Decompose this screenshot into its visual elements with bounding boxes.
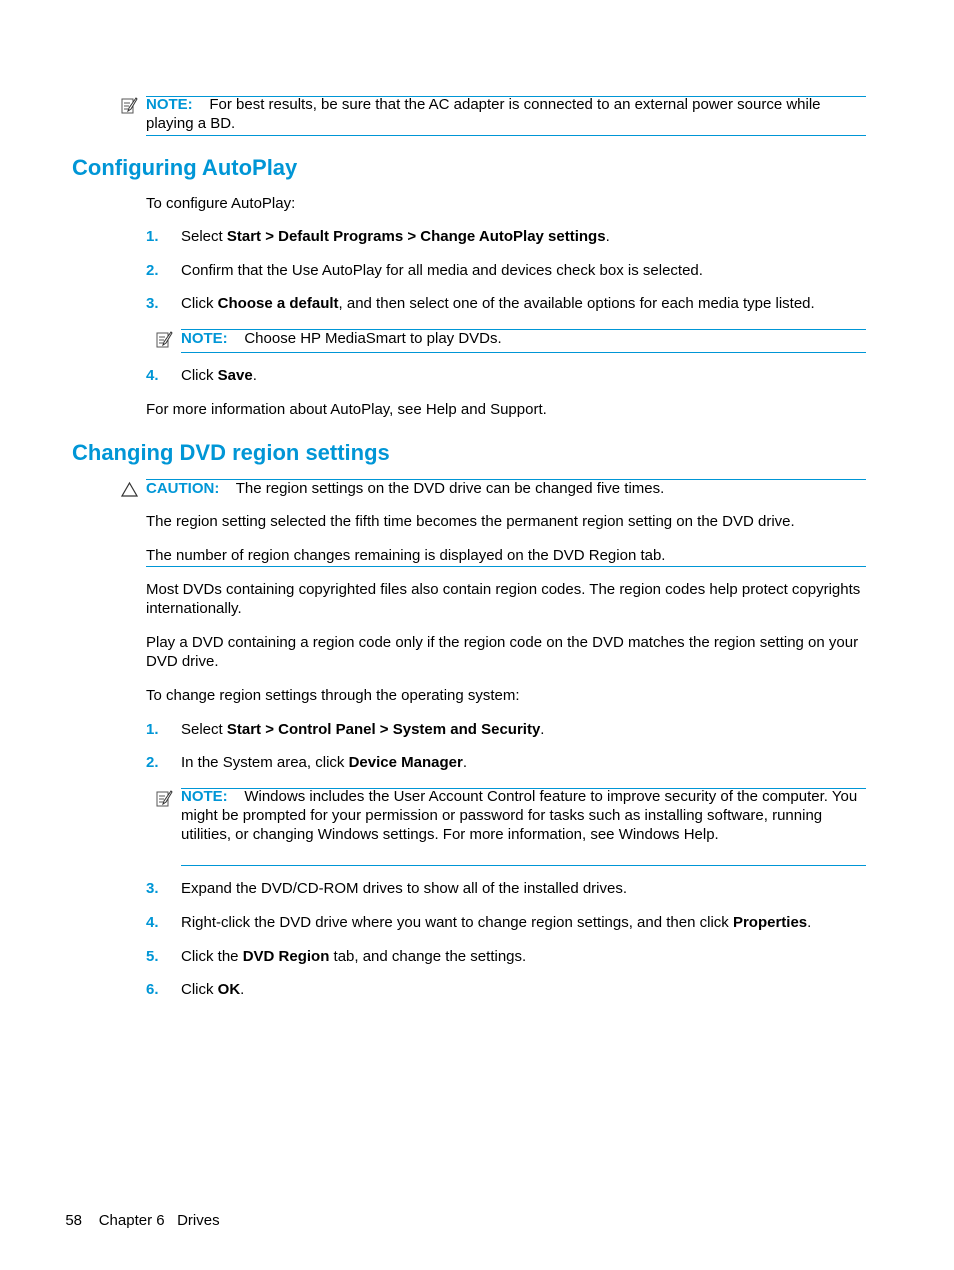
paragraph: Play a DVD containing a region code only if the region code on the DVD matches the region setting on your DVD drive. — [146, 634, 859, 670]
step-number: 3. — [146, 880, 159, 897]
step-text: In the System area, click Device Manager. — [181, 754, 467, 771]
note-bottom-rule — [146, 135, 866, 136]
note-icon — [156, 790, 173, 807]
step-number: 5. — [146, 948, 159, 965]
page-footer — [57, 1192, 220, 1230]
note-label: NOTE: — [181, 788, 228, 805]
caution-icon — [121, 481, 138, 498]
note-text-block — [146, 95, 868, 133]
caution-text: The region settings on the DVD drive can be changed five times. — [235, 480, 665, 497]
section-intro: To configure AutoPlay: — [146, 195, 296, 212]
step-number: 6. — [146, 981, 159, 998]
step-text: Select Start > Control Panel > System and Security. — [181, 721, 545, 738]
step-number: 1. — [146, 721, 159, 738]
step-number: 2. — [146, 754, 159, 771]
step-number: 3. — [146, 295, 159, 312]
step-number: 1. — [146, 228, 159, 245]
note-icon — [121, 97, 138, 114]
step-text: Click Choose a default, and then select one of the available options for each media type listed. — [181, 295, 815, 312]
step-text: Click OK. — [181, 981, 245, 998]
page-number: 58 — [65, 1212, 83, 1229]
note-bottom-rule — [181, 865, 866, 866]
paragraph: Most DVDs containing copyrighted files also contain region codes. The region codes help protect copyrights internationally. — [146, 581, 861, 617]
caution-text: The region setting selected the fifth time becomes the permanent region setting on the DVD drive. — [146, 513, 795, 530]
note-text-block — [181, 787, 869, 844]
step-text: Expand the DVD/CD-ROM drives to show all of the installed drives. — [181, 880, 628, 897]
chapter-label: Chapter 6 Drives — [98, 1212, 220, 1229]
section-intro: To change region settings through the operating system: — [146, 687, 520, 704]
step-text: Click Save. — [181, 367, 257, 384]
note-label: NOTE: — [181, 330, 228, 347]
caution-bottom-rule — [146, 566, 866, 567]
step-number: 4. — [146, 367, 159, 384]
section-heading-autoplay: Configuring AutoPlay — [72, 155, 298, 180]
step-text: Confirm that the Use AutoPlay for all media and devices check box is selected. — [181, 262, 703, 279]
note-text: For best results, be sure that the AC adapter is connected to an external power source while playing a BD. — [146, 96, 821, 132]
step-number: 4. — [146, 914, 159, 931]
note-text: Windows includes the User Account Control feature to improve security of the computer. You might be prompted for your permission or password for tasks such as installing software, running utilities, or changing Windows settings. For more information, see Windows Help. — [181, 788, 858, 843]
note-label: NOTE: — [146, 96, 193, 113]
section-outro: For more information about AutoPlay, see Help and Support. — [146, 401, 547, 418]
step-number: 2. — [146, 262, 159, 279]
step-text: Select Start > Default Programs > Change AutoPlay settings. — [181, 228, 610, 245]
note-bottom-rule — [181, 352, 866, 353]
note-text-block — [181, 329, 869, 348]
note-text: Choose HP MediaSmart to play DVDs. — [244, 330, 502, 347]
step-text: Right-click the DVD drive where you want to change region settings, and then click Properties. — [181, 914, 812, 931]
section-heading-dvd-region: Changing DVD region settings — [72, 440, 390, 465]
note-icon — [156, 331, 173, 348]
step-text: Click the DVD Region tab, and change the settings. — [181, 948, 527, 965]
caution-label: CAUTION: — [146, 480, 220, 497]
caution-line — [146, 479, 868, 498]
caution-text: The number of region changes remaining is displayed on the DVD Region tab. — [146, 547, 666, 564]
